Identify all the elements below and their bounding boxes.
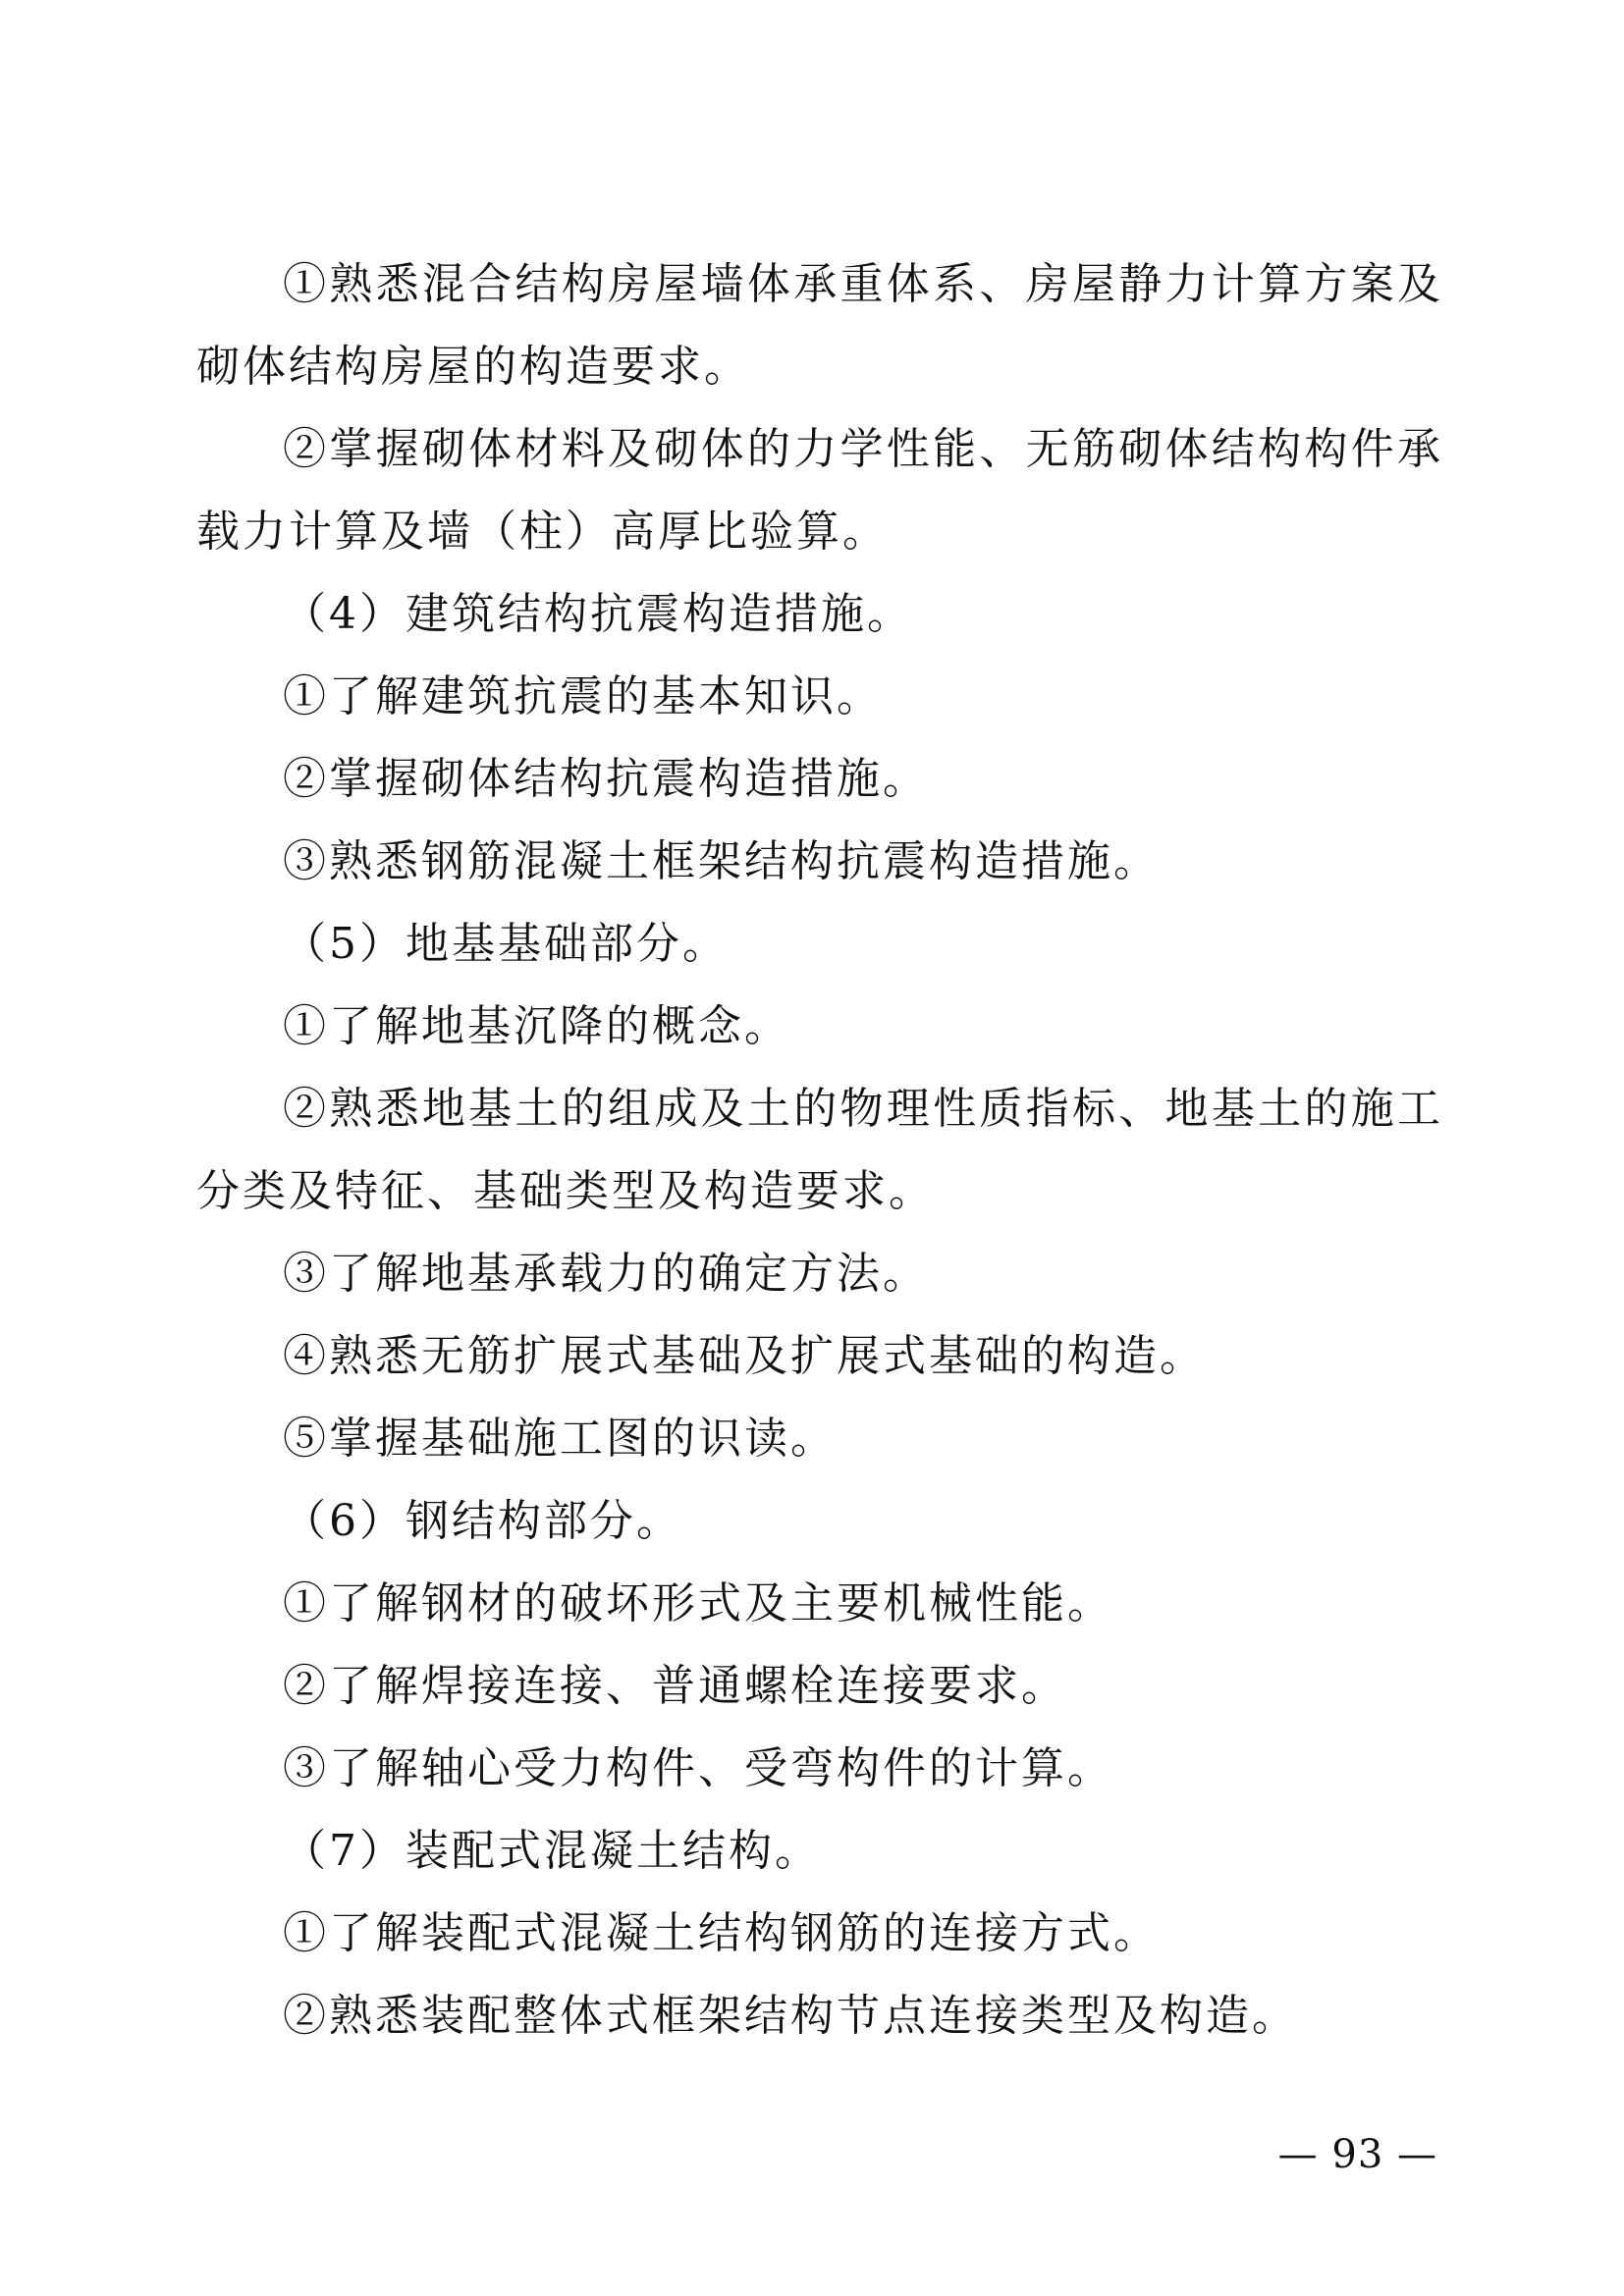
paragraph-18: ①了解装配式混凝土结构钢筋的连接方式。	[283, 1908, 1160, 1958]
paragraph-16: ③了解轴心受力构件、受弯构件的计算。	[283, 1743, 1113, 1793]
paragraph-9: ②熟悉地基土的组成及土的物理性质指标、地基土的施工分类及特征、基础类型及构造要求。	[196, 1084, 1443, 1216]
paragraph-6: ③熟悉钢筋混凝土框架结构抗震构造措施。	[283, 836, 1160, 886]
paragraph-8: ①了解地基沉降的概念。	[283, 1001, 790, 1051]
paragraph-13: （6）钢结构部分。	[283, 1496, 682, 1546]
paragraph-10: ③了解地基承载力的确定方法。	[283, 1249, 929, 1299]
paragraph-1: ①熟悉混合结构房屋墙体承重体系、房屋静力计算方案及砌体结构房屋的构造要求。	[196, 259, 1443, 392]
paragraph-15: ②了解焊接连接、普通螺栓连接要求。	[283, 1661, 1067, 1711]
paragraph-11: ④熟悉无筋扩展式基础及扩展式基础的构造。	[283, 1331, 1206, 1381]
paragraph-3: （4）建筑结构抗震构造措施。	[283, 589, 913, 639]
paragraph-12: ⑤掌握基础施工图的识读。	[283, 1414, 837, 1464]
paragraph-2: ②掌握砌体材料及砌体的力学性能、无筋砌体结构构件承载力计算及墙（柱）高厚比验算。	[196, 424, 1443, 557]
paragraph-14: ①了解钢材的破坏形式及主要机械性能。	[283, 1578, 1113, 1629]
document-body	[196, 243, 1443, 2057]
paragraph-17: （7）装配式混凝土结构。	[283, 1826, 821, 1876]
paragraph-19: ②熟悉装配整体式框架结构节点连接类型及构造。	[283, 1991, 1298, 2041]
paragraph-4: ①了解建筑抗震的基本知识。	[283, 671, 883, 721]
paragraph-7: （5）地基基础部分。	[283, 919, 729, 969]
paragraph-5: ②掌握砌体结构抗震构造措施。	[283, 754, 929, 804]
page-number: — 93 —	[1277, 2132, 1437, 2177]
